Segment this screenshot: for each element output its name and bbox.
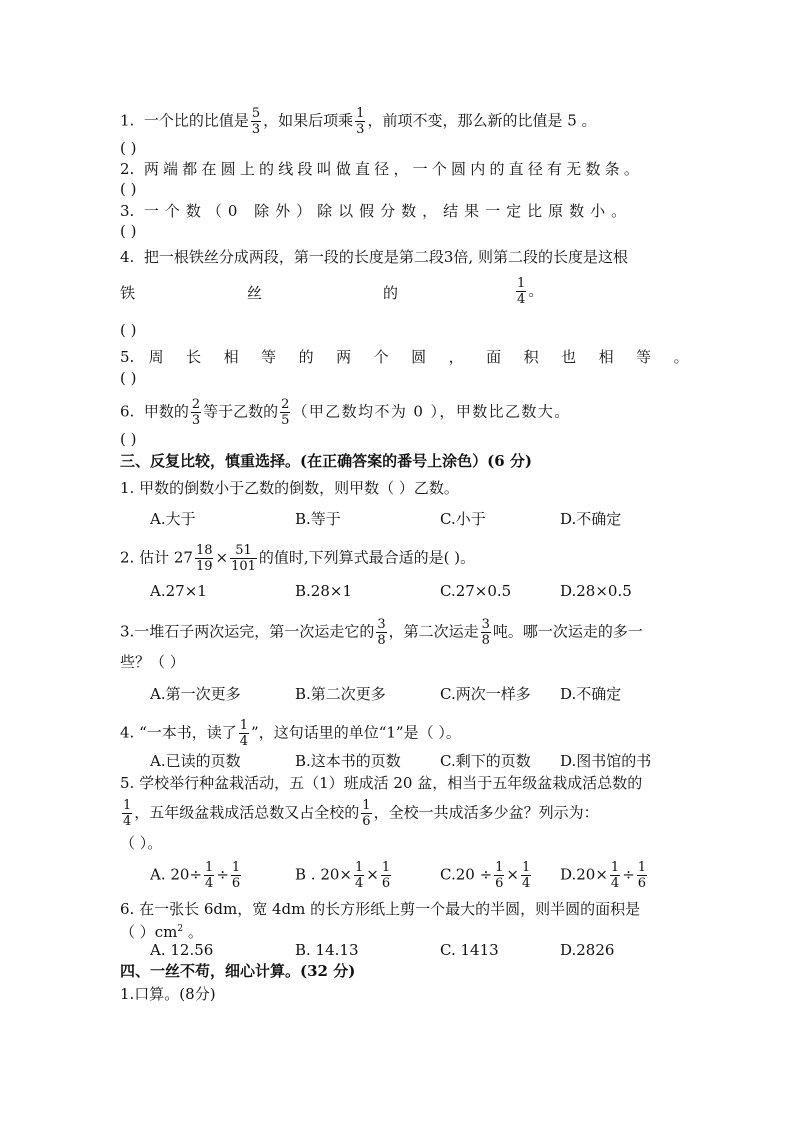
option-d[interactable]: D.2826 bbox=[560, 941, 615, 959]
fraction: $\frac{3}{8}$ bbox=[377, 617, 386, 648]
answer-paren[interactable]: ( ) bbox=[120, 180, 137, 198]
option-b[interactable]: B.第二次更多 bbox=[295, 685, 386, 703]
option-b[interactable]: B.等于 bbox=[295, 510, 341, 528]
fraction: $\frac{1}{6}$ bbox=[362, 798, 371, 829]
answer-paren[interactable]: ( ) bbox=[120, 321, 137, 339]
option-b[interactable]: B. 14.13 bbox=[295, 941, 359, 959]
option-c[interactable]: C.剩下的页数 bbox=[440, 752, 531, 770]
option-a[interactable]: A.已读的页数 bbox=[150, 752, 241, 770]
mc-question-5-cont: $\frac{1}{4}$ ，五年级盆栽成活总数又占全校的 $\frac{1}{6}$ ，全校一共成活多少盆？列示为： bbox=[123, 798, 599, 829]
answer-paren[interactable]: ( ) bbox=[120, 139, 137, 157]
fraction: $\frac{1}{4}$ bbox=[123, 798, 132, 829]
tf-question-4: 4. 把一根铁丝分成两段，第一段的长度是第二段3倍, 则第二段的长度是这根 bbox=[120, 248, 628, 266]
mc-question-3: 3.一堆石子两次运完，第一次运走它的 $\frac{3}{8}$ ，第二次运走 $\frac{3}{8}$ 吨。哪一次运走的多一 bbox=[120, 617, 643, 648]
fraction: $\frac{51}{101}$ bbox=[231, 543, 256, 574]
section-4-subtitle: 1.口算。(8分) bbox=[120, 985, 216, 1003]
option-c[interactable]: C. 1413 bbox=[440, 941, 499, 959]
tf-question-4-word: 的 bbox=[383, 284, 399, 302]
option-d[interactable]: D.20× $\frac{1}{4}$ ÷ $\frac{1}{6}$ bbox=[560, 860, 647, 891]
answer-paren[interactable]: ( ) bbox=[120, 369, 137, 387]
mc-question-5: 5. 学校举行种盆栽活动，五（1）班成活 20 盆，相当于五年级盆栽成活总数的 bbox=[120, 774, 643, 792]
answer-paren[interactable]: ( ) bbox=[120, 430, 137, 448]
option-d[interactable]: D.不确定 bbox=[560, 510, 622, 528]
tf-question-5: 5. 周长相等的两个圆，面积也相等。 bbox=[120, 348, 712, 366]
mc-question-2: 2. 估计 27 $\frac{18}{19}$ × $\frac{51}{101}$ 的值时,下列算式最合适的是( )。 bbox=[120, 543, 476, 574]
fraction: $\frac{18}{19}$ bbox=[195, 543, 213, 574]
option-d[interactable]: D.不确定 bbox=[560, 685, 622, 703]
mc-question-3-cont: 些？（ ） bbox=[120, 653, 185, 671]
fraction: $\frac{5}{3}$ bbox=[251, 106, 261, 137]
mc-question-1: 1. 甲数的倒数小于乙数的倒数，则甲数（ ）乙数。 bbox=[120, 479, 459, 497]
option-a[interactable]: A.第一次更多 bbox=[150, 685, 241, 703]
option-a[interactable]: A. 20÷ $\frac{1}{4}$ ÷ $\frac{1}{6}$ bbox=[150, 860, 241, 891]
tf-question-1: 1. 一个比的比值是 $\frac{5}{3}$ ，如果后项乘 $\frac{1}{3}$ ，前项不变，那么新的比值是 5 。 bbox=[120, 106, 597, 137]
fraction: $\frac{3}{8}$ bbox=[481, 617, 490, 648]
section-4-title: 四、一丝不苟，细心计算。(32 分) bbox=[120, 962, 356, 980]
tf-question-2: 2. 两端都在圆上的线段叫做直径，一个圆内的直径有无数条。 bbox=[120, 160, 644, 178]
tf-question-4-word: 铁 bbox=[120, 284, 136, 302]
option-a[interactable]: A.大于 bbox=[150, 510, 196, 528]
tf-question-4-word: 丝 bbox=[247, 284, 263, 302]
tf-question-4-fraction: $\frac{1}{4}$ 。 bbox=[517, 276, 544, 307]
fraction: $\frac{1}{3}$ bbox=[356, 106, 365, 137]
option-a[interactable]: A. 12.56 bbox=[150, 941, 214, 959]
fraction: $\frac{2}{3}$ bbox=[191, 397, 201, 428]
mc-question-6-cont: （ ）$cm^2$ 。 bbox=[120, 923, 203, 941]
fraction: $\frac{2}{5}$ bbox=[281, 397, 290, 428]
option-c[interactable]: C.27×0.5 bbox=[440, 582, 512, 600]
option-b[interactable]: B.28×1 bbox=[295, 582, 352, 600]
answer-paren[interactable]: ( ) bbox=[120, 222, 137, 240]
option-c[interactable]: C.20 ÷ $\frac{1}{6}$ × $\frac{1}{4}$ bbox=[440, 860, 531, 891]
option-c[interactable]: C.两次一样多 bbox=[440, 685, 531, 703]
option-a[interactable]: A.27×1 bbox=[150, 582, 207, 600]
section-3-title: 三、反复比较，慎重选择。(在正确答案的番号上涂色）(6 分) bbox=[120, 452, 532, 470]
mc-question-6: 6. 在一张长 6dm，宽 4dm 的长方形纸上剪一个最大的半圆，则半圆的面积是 bbox=[120, 900, 641, 918]
answer-paren[interactable]: （ ）。 bbox=[120, 834, 163, 852]
option-b[interactable]: B.这本书的页数 bbox=[295, 752, 401, 770]
mc-question-4: 4. “一本书，读了 $\frac{1}{4}$ ”，这句话里的单位“1”是（ ）。 bbox=[120, 718, 461, 749]
tf-question-6: 6. 甲数的 $\frac{2}{3}$ 等于乙数的 $\frac{2}{5}$ （甲乙数均不为 0 ），甲数比乙数大。 bbox=[120, 397, 571, 428]
option-c[interactable]: C.小于 bbox=[440, 510, 486, 528]
option-b[interactable]: B . 20× $\frac{1}{4}$ × $\frac{1}{6}$ bbox=[295, 860, 391, 891]
fraction: $\frac{1}{4}$ bbox=[239, 718, 249, 749]
option-d[interactable]: D.图书馆的书 bbox=[560, 752, 652, 770]
option-d[interactable]: D.28×0.5 bbox=[560, 582, 632, 600]
tf-question-3: 3. 一个数（0 除外）除以假分数，结果一定比原数小。 bbox=[120, 202, 633, 220]
